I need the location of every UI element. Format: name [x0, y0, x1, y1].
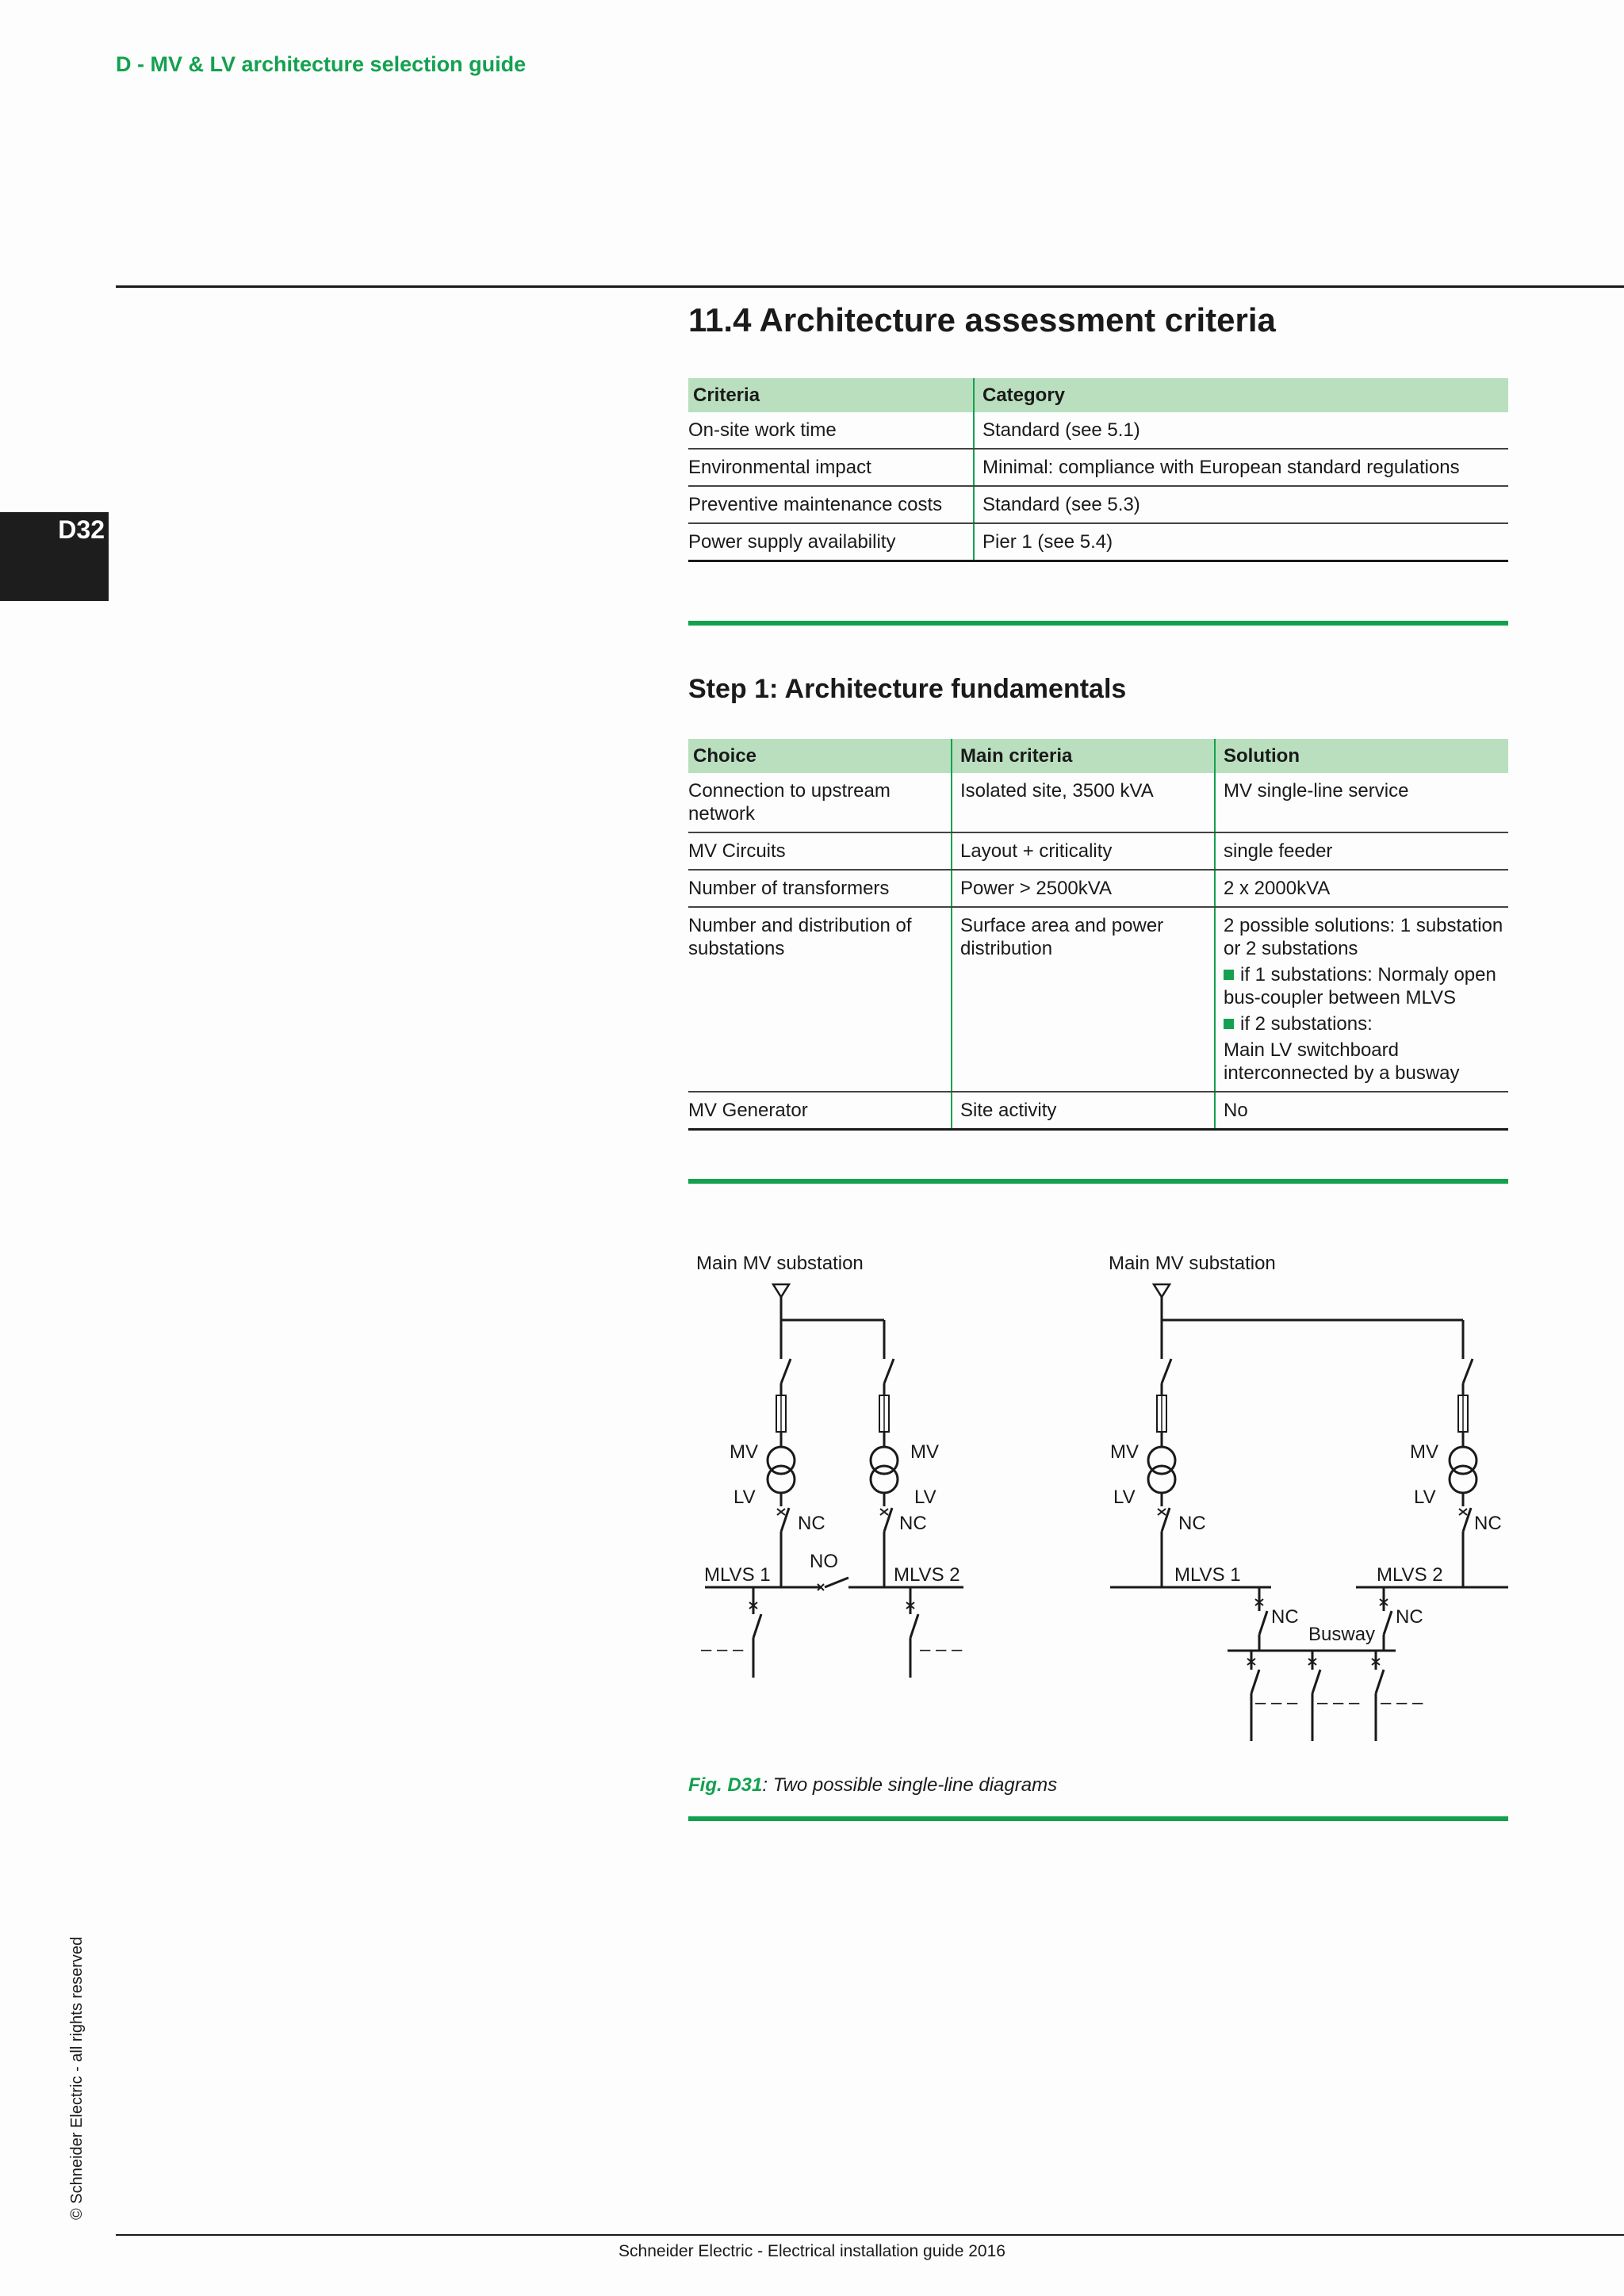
lv-label: LV [733, 1487, 756, 1508]
figure-caption [688, 1774, 1057, 1797]
mv-switch-icon [884, 1359, 894, 1383]
transformer-icon [768, 1466, 795, 1493]
table-cell: Preventive maintenance costs [688, 486, 974, 523]
footer-rule [116, 2234, 1624, 2236]
table-cell: MV Circuits [688, 832, 952, 870]
table-cell: On-site work time [688, 412, 974, 449]
table-cell: MV Generator [688, 1092, 952, 1130]
incoming-feeder-icon [1154, 1284, 1170, 1297]
left-diagram [705, 1284, 963, 1678]
bus-coupler-icon [825, 1578, 848, 1587]
lv-label: LV [914, 1487, 936, 1508]
table-cell: Minimal: compliance with European standard regulations [974, 449, 1508, 486]
table-cell: Pier 1 (see 5.4) [974, 523, 1508, 561]
column-header: Main criteria [952, 739, 1215, 773]
outgoing-feeders-label: – – – [1255, 1692, 1298, 1713]
figure-caption-text: : Two possible single-line diagrams [762, 1774, 1058, 1796]
mlvs2-label: MLVS 2 [894, 1564, 960, 1586]
nc-label: NC [798, 1513, 825, 1534]
mv-switch-icon [781, 1359, 791, 1383]
table-cell: MV single-line service [1215, 773, 1508, 832]
diagram-title: Main MV substation [1109, 1253, 1276, 1274]
mv-switch-icon [1162, 1359, 1171, 1383]
footer-text: Schneider Electric - Electrical installation guide 2016 [619, 2242, 1005, 2260]
figure-number: Fig. D31 [688, 1774, 763, 1796]
table-cell: single feeder [1215, 832, 1508, 870]
nc-label: NC [1271, 1606, 1299, 1628]
mlvs1-label: MLVS 1 [1174, 1564, 1241, 1586]
bullet-text: if 2 substations: [1240, 1013, 1373, 1035]
transformer-icon [1450, 1466, 1477, 1493]
table-cell: Power > 2500kVA [952, 870, 1215, 907]
table-cell: Isolated site, 3500 kVA [952, 773, 1215, 832]
table-cell: 2 x 2000kVA [1215, 870, 1508, 907]
right-diagram [1110, 1284, 1508, 1741]
breaker-cross-icon [1158, 1509, 1166, 1515]
step-title: Step 1: Architecture fundamentals [688, 674, 1127, 704]
outgoing-feeders-label: – – – [1317, 1692, 1360, 1713]
outgoing-feeders-label: – – – [1381, 1692, 1423, 1713]
table-cell: Number and distribution of substations [688, 907, 952, 1092]
nc-label: NC [1178, 1513, 1206, 1534]
table-cell: Number of transformers [688, 870, 952, 907]
feeder-breaker-icon [1251, 1670, 1259, 1693]
transformer-icon [871, 1466, 898, 1493]
solution-text: 2 possible solutions: 1 substation or 2 substations [1224, 915, 1503, 959]
lv-label: LV [1414, 1487, 1436, 1508]
mlvs2-label: MLVS 2 [1377, 1564, 1443, 1586]
lv-label: LV [1113, 1487, 1136, 1508]
busway-label: Busway [1308, 1624, 1376, 1645]
mv-label: MV [1410, 1441, 1438, 1463]
table-cell: Environmental impact [688, 449, 974, 486]
feeder-breaker-icon [1312, 1670, 1320, 1693]
transformer-icon [1148, 1466, 1175, 1493]
section-divider [688, 1816, 1508, 1821]
feeder-breaker-icon [753, 1614, 761, 1638]
column-header: Category [974, 378, 1508, 412]
breaker-cross-icon [1459, 1509, 1467, 1515]
feeder-breaker-icon [910, 1614, 918, 1638]
mv-label: MV [910, 1441, 939, 1463]
table-cell: Connection to upstream network [688, 773, 952, 832]
page-number: D32 [58, 515, 105, 544]
no-label: NO [810, 1551, 838, 1572]
column-header: Choice [688, 739, 952, 773]
outgoing-feeders-label: – – – [920, 1639, 963, 1660]
nc-label: NC [899, 1513, 927, 1534]
chapter-heading: D - MV & LV architecture selection guide [116, 52, 527, 76]
outgoing-feeders-label: – – – [701, 1639, 744, 1660]
breaker-cross-icon [880, 1509, 888, 1515]
mv-label: MV [730, 1441, 758, 1463]
section-title: 11.4 Architecture assessment criteria [688, 301, 1276, 339]
mv-label: MV [1110, 1441, 1139, 1463]
bullet-text: if 1 substations: Normaly open bus-coupler between MLVS [1224, 964, 1496, 1008]
column-header: Criteria [688, 378, 974, 412]
busway-breaker-icon [1259, 1611, 1267, 1635]
nc-label: NC [1474, 1513, 1502, 1534]
nc-label: NC [1396, 1606, 1423, 1628]
mlvs1-label: MLVS 1 [704, 1564, 771, 1586]
incoming-feeder-icon [773, 1284, 789, 1297]
table-cell: Site activity [952, 1092, 1215, 1130]
table-cell: Surface area and power distribution [952, 907, 1215, 1092]
feeder-breaker-icon [1376, 1670, 1384, 1693]
breaker-cross-icon [777, 1509, 785, 1515]
column-header: Solution [1215, 739, 1508, 773]
copyright-notice: © Schneider Electric - all rights reserved [68, 1936, 86, 2220]
table-cell: Standard (see 5.1) [974, 412, 1508, 449]
diagram-title: Main MV substation [696, 1253, 864, 1274]
solution-note: Main LV switchboard interconnected by a busway [1224, 1039, 1460, 1084]
mv-switch-icon [1463, 1359, 1473, 1383]
table-cell: Power supply availability [688, 523, 974, 561]
busway-breaker-icon [1384, 1611, 1392, 1635]
table-cell: Standard (see 5.3) [974, 486, 1508, 523]
table-cell: No [1215, 1092, 1508, 1130]
table-cell: Layout + criticality [952, 832, 1215, 870]
